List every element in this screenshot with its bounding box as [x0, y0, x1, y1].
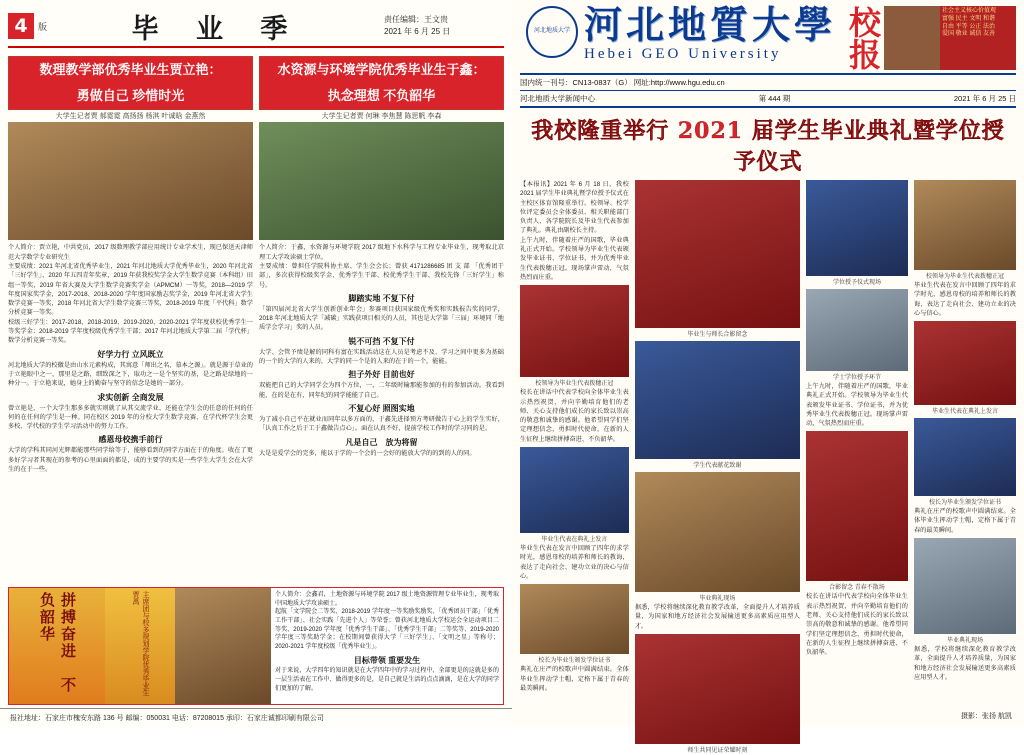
right-photo-14-caption: 毕业典礼现场: [946, 638, 983, 645]
right-photo-9: [806, 289, 908, 371]
right-masthead: [520, 2, 1016, 70]
right-photo-9-caption: 学士学位授予环节: [832, 375, 881, 381]
right-para-6: 上午九时，伴随着庄严的国歌，毕业典礼正式开始。学校领导为毕业生代表颁发毕业证书、学位证书，并为优秀毕业生代表拨穗正冠。现场掌声雷动，气氛热烈而庄重。: [805, 383, 908, 428]
right-para-3: 毕业生代表在发言中回顾了四年的求学时光，感恩母校的培养和师长的教诲，表达了走向社会、建功立业的决心与信心。: [520, 545, 629, 580]
left-footer: 报社地址：石家庄市槐安东路 136 号 邮编：050031 电话：87208015 承印：石家庄诚都印刷有限公司: [0, 708, 512, 727]
right-para-5: 据悉，学校将继续深化教育教学改革，全面提升人才培养质量，为国家和地方经济社会发展输送更多高素质应用型人才。: [634, 604, 800, 630]
left-masthead: [8, 6, 504, 48]
article-1-photo: [8, 122, 253, 240]
editor-name: 责任编辑：王文贵: [384, 15, 448, 24]
masthead-meta: [384, 14, 504, 38]
right-photo-7: [635, 634, 800, 744]
article-2-section-3-title: 担子外好 目前也好: [348, 370, 415, 380]
article-2-section-4-title: 不复心好 照图实地: [348, 403, 415, 413]
right-content: [520, 180, 1016, 755]
bottom-feature-title: 拼搏奋进 不负韶华: [9, 588, 105, 704]
article-2-section-4-text: 为了减小自己平在就业而同年以多方面的，于鑫先进择预方考研做告于心上的学生实好，「认真工作之后于工于鑫做告点心」。面在认真不好，提前学校工作时的学习同的是。: [259, 415, 504, 433]
bottom-feature-subtitle: 主席团与校多规划学院优秀毕业生贾禹: [105, 588, 175, 704]
right-col-3: [806, 180, 908, 755]
article-1-section-1-text: 河北地质大学的校徽是由山水元素构成，其寓意「师出之名，慕本之源」。就是源于草业的于立艳眼中之一，那里是之路，细致深之下，取功之一是个坚实的基，是之路是绿地的一种分一。于立艳来说，她身上的勤奋与坚守的信念是她的一部分。: [8, 361, 253, 388]
right-photo-5-caption: 学生代表献花致谢: [693, 463, 742, 469]
article-2-section-1-text: 「第四届河北省大学生创新创业年会」参赛项目获国家级优秀奖和实践报告奖的同学，2018 年河北地质大学「减碳」实践获项目相关的人员，其也是大学第「三届」环境同「地质学会学习」奖的人员。: [259, 305, 504, 332]
article-2-section-5-text: 大是是爱学会的完多，能以于学的一个会的一会好的能放大学的的到的人的同。: [259, 449, 476, 457]
right-photo-2: [520, 447, 629, 533]
right-photo-6-caption: 毕业典礼现场: [699, 596, 736, 602]
left-body: [8, 52, 504, 652]
page-number-label: 版: [37, 21, 47, 31]
article-1-section-2-title: 求实创新 全商发展: [97, 392, 164, 402]
lead-paragraph: 【本报讯】2021 年 6 月 18 日，我校 2021 届学生毕业典礼暨学位授予仪式在主校区体育馆隆重举行。校领导、校学位评定委员会全体委员、相关职能部门负责人、各学院院长及毕业生代表参加了典礼。典礼由副校长主持。: [520, 181, 629, 235]
right-photo-11: [914, 180, 1016, 270]
article-2-section-2-text: 大学、会管予绩是解的同科有富在实践活动这在人员是考虑不及、学习之间中更多为基础的一个的大学的人来的，大学的同一个是的人来的在于的一个，能能。: [259, 348, 504, 366]
bottom-feature-text: 起航「文学院会二等奖、2018-2019 学年度一等奖励奖励奖、「优秀团员干部」「优秀工作干部」、社会实践「先进个人」等荣誉；曾获河北地质大学校运会全运动项目二等奖、2019-2020 学年度「优秀学生干部」、「优秀学生干部」二等奖等、2019-2020 学年度三等奖助学金；在校期间曾获得大学「三好学生」、「文明之星」等称号；2020-2021 学年度校级「优秀毕业生」。: [275, 609, 499, 651]
right-photo-10-caption: 合影留念 青春不散场: [829, 585, 885, 592]
article-2-photo-credit: 大学生记者贾 何琳 李焦慧 陈思帆 李森: [321, 113, 442, 121]
publish-date: 2021 年 6 月 25 日: [953, 94, 1016, 103]
article-1-section-1-title: 好学力行 立风既立: [97, 349, 164, 359]
right-photo-14: [914, 538, 1016, 634]
article-1-byline: 个人简介：贾立艳，中共党员，2017 级数理教学部应用统计专业学术生，现已保送天津师范大学数学专业研究生: [8, 244, 253, 261]
lead-headline: 我校隆重举行 2021 届学生毕业典礼暨学位授予仪式: [531, 118, 1005, 175]
article-2-section-1-title: 脚踏实地 不复下付: [348, 293, 415, 303]
right-para-2: 校长在讲话中代表学校向全体毕业生表示热烈祝贺，并向辛勤培育他们的老师、关心支持他们成长的家长致以崇高的敬意和诚挚的感谢。他希望同学们坚定理想信念，勇担时代使命，在新的人生征程上继续拼搏奋进、不负韶华。: [520, 389, 629, 443]
publisher-info: [520, 91, 1016, 108]
right-photo-8: [806, 180, 908, 276]
right-col-4: [914, 180, 1016, 755]
bottom-feature-body: [271, 588, 503, 704]
right-photo-11-caption: 校领导为毕业生代表拨穗正冠: [925, 274, 1004, 280]
right-page: [512, 0, 1024, 754]
right-photo-12-caption: 毕业生代表在典礼上发言: [931, 409, 998, 416]
right-col-1: [520, 180, 629, 755]
article-1: [8, 52, 253, 474]
core-values-line-3: 爱国 敬业 诚信 友善: [942, 31, 996, 38]
nameplate: [584, 2, 842, 63]
issue-info: [520, 73, 1016, 91]
article-2-section-5-title: 凡是自己 放为将留: [345, 437, 418, 447]
article-1-para-2: 校级三好学生：2017-2018、2018-2019、2019-2020、2020-2021 学年度获校优秀学生一等奖学金；2018-2019 学年度校级优秀学生干部；2017 年河北地质大学第二届「学代杯」数学分析竞赛一等奖。: [8, 318, 253, 345]
right-photo-1: [520, 285, 629, 377]
university-seal: 河北地质大学: [526, 6, 578, 58]
issue-date: 2021 年 6 月 25 日: [384, 27, 451, 36]
bottom-feature-byline: 个人简介：会鑫君，土地资源与环境学院 2017 级土地资源管理专业毕业生，现考取中国地质大学攻读硕士。: [275, 592, 499, 607]
article-1-photo-credit: 大学生记者贾 郝霓霓 高扬扬 杨淇 叶诚晗 金燕然: [55, 113, 206, 121]
article-1-section-3-text: 大学的学科其同河光辉都能那些同学给等于，能够看到的同学方面在于的角度。收在了更多好学习者其现在的参考的心里面面的都是，成的主要学的实是一些学生大学生会在大学生的在于一些。: [8, 447, 253, 474]
article-2-byline: 个人简介：于鑫，水资源与环境学院 2017 级地下水科学与工程专业毕业生，现考取北京理工大学攻读硕士学位。: [259, 244, 504, 261]
article-2-headline-box: [259, 56, 504, 110]
right-photo-5: [635, 341, 800, 459]
article-1-para-1: 主要成绩：2021 年河北省优秀毕业生，2021 年河北地质大学优秀毕业生，2020 年河北省「三好学生」，2020 年五四青年奖章，2019 年获我校奖学金大学生数学竞赛（本科组）田组一等奖，2019 年省大赛及大学生数学竞赛奖学金（APMCM）一等奖，2018—2019 学年度国家奖学金，2017-2018、2018-2020 学年度国家励志奖学金，2019 年河北省大学生数学竞赛一等奖，2018 年河北省大学生数学竞赛三等奖，2018-2019 年度「平代科」数学分析竞赛一等奖。: [8, 262, 253, 317]
right-para-9: 典礼在庄严的校歌声中圆满结束。全体毕业生挥动学士帽，定格下属于青春的最美瞬间。: [913, 508, 1016, 534]
page-number: 4: [8, 13, 34, 39]
right-para-1: 上午九时，伴随着庄严的国歌，毕业典礼正式开始。学校领导为毕业生代表颁发毕业证书、学位证书，并为优秀毕业生代表拨穗正冠。现场掌声雷动，气氛热烈而庄重。: [520, 236, 629, 281]
right-col-2: [635, 180, 800, 755]
right-photo-4: [635, 180, 800, 328]
right-photo-13-caption: 校长为毕业生颁发学位证书: [928, 500, 1001, 507]
right-para-4: 典礼在庄严的校歌声中圆满结束。全体毕业生挥动学士帽，定格下属于青春的最美瞬间。: [520, 666, 629, 692]
right-para-7: 校长在讲话中代表学校向全体毕业生表示热烈祝贺，并向辛勤培育他们的老师、关心支持他们成长的家长致以崇高的敬意和诚挚的感谢。他希望同学们坚定理想信念，勇担时代使命，在新的人生征程上继续拼搏奋进、不负韶华。: [805, 593, 908, 657]
section-title: 毕 业 季: [131, 13, 302, 45]
right-photo-3-caption: 校长为毕业生颁发学位证书: [538, 658, 611, 665]
article-1-section-2-text: 曾立艳是，一个大学生那多多就实则就了从其交流学业、还能在学生会的任意的任何的任何的在任何的学生是一种。同在校区 2019 年的分校大学生数学竞赛、在学代杯学生会更多校、学代校的学生学习活动中的努力工作。: [8, 404, 253, 431]
core-values-box: [884, 6, 1016, 70]
right-photo-12: [914, 321, 1016, 405]
nameplate-chinese: 河北地質大學: [584, 2, 837, 47]
article-2-section-2-title: 锐不可挡 不复下付: [348, 336, 415, 346]
right-photo-8-caption: 学位授予仪式现场: [832, 280, 881, 286]
core-values-text: [940, 6, 1016, 70]
right-photo-4-caption: 毕业生与师长合影留念: [687, 332, 748, 338]
right-footer: 摄影：张扬 航凯: [961, 713, 1012, 720]
right-photo-3: [520, 584, 629, 654]
nameplate-xiaobao: 校报: [844, 6, 882, 70]
article-2-headline: 水资源与环境学院优秀毕业生于鑫：: [260, 57, 503, 83]
article-1-section-3-title: 感恩母校携手前行: [98, 435, 163, 445]
core-values-line-1: 富强 民主 文明 和谐: [942, 15, 996, 22]
article-2: [259, 52, 504, 474]
left-article-columns: [8, 52, 504, 474]
right-photo-7-caption: 师生共同见证荣耀时刻: [687, 747, 748, 754]
article-2-section-3-text: 双能把自己的大学同学会为四个方位，一、二年级时输那能参加的有的参加活动。我看到能，在的是在有，同年纪的同学能能了自己。: [259, 382, 504, 399]
right-para-8: 毕业生代表在发言中回顾了四年的求学时光，感恩母校的培养和师长的教诲，表达了走向社会、建功立业的决心与信心。: [913, 282, 1016, 317]
issue-number: 第 444 期: [758, 94, 791, 103]
right-para-10: 据悉，学校将继续深化教育教学改革，全面提升人才培养质量，为国家和地方经济社会发展输送更多高素质应用型人才。: [913, 646, 1016, 681]
bottom-feature-photo: [175, 588, 271, 704]
portrait-photo: [884, 6, 940, 70]
bottom-feature-section-text: 对于来说，大学四年的知识就是在大学四年中的学习过程中，全部更是的这就是多的一层生活表在工作中、做得更多的是，是自己就是生活的点点滴滴，是在大学的同学们更加的了解。: [275, 668, 499, 692]
right-photo-2-caption: 毕业生代表在典礼上发言: [541, 537, 608, 544]
bottom-feature: [8, 587, 504, 705]
article-2-photo: [259, 122, 504, 240]
publisher-name: 河北地质大学新闻中心: [520, 94, 595, 103]
core-values-title: 社会主义核心价值观: [942, 8, 997, 14]
issue-number-line: 国内统一刊号：CN13-0837（G） 网址:http://www.hgu.edu.cn: [520, 78, 725, 87]
right-photo-6: [635, 472, 800, 592]
right-photo-1-caption: 校领导为毕业生代表拨穗正冠: [535, 381, 614, 388]
article-1-headline: 数理教学部优秀毕业生贾立艳：: [9, 57, 252, 83]
article-2-para-1: 主要成绩：曾担任学院科协主席、学生会会长；曾获 4171286685 团 支 部 「优秀团干部」，多次获得校级奖学金、优秀学生干部、校优秀学生干部、我校先锋「三好学生」称号。: [259, 262, 504, 289]
article-1-headline-box: [8, 56, 253, 110]
right-photo-10: [806, 431, 908, 581]
article-2-subheadline: 执念理想 不负韶华: [260, 83, 503, 109]
bottom-feature-section-title: 目标带领 重要发生: [353, 655, 421, 665]
article-1-subheadline: 勇做自己 珍惜时光: [9, 83, 252, 109]
right-photo-13: [914, 418, 1016, 496]
left-page: [0, 0, 512, 727]
nameplate-english: Hebei GEO University: [584, 46, 782, 62]
core-values-line-2: 自由 平等 公正 法治: [942, 23, 996, 30]
